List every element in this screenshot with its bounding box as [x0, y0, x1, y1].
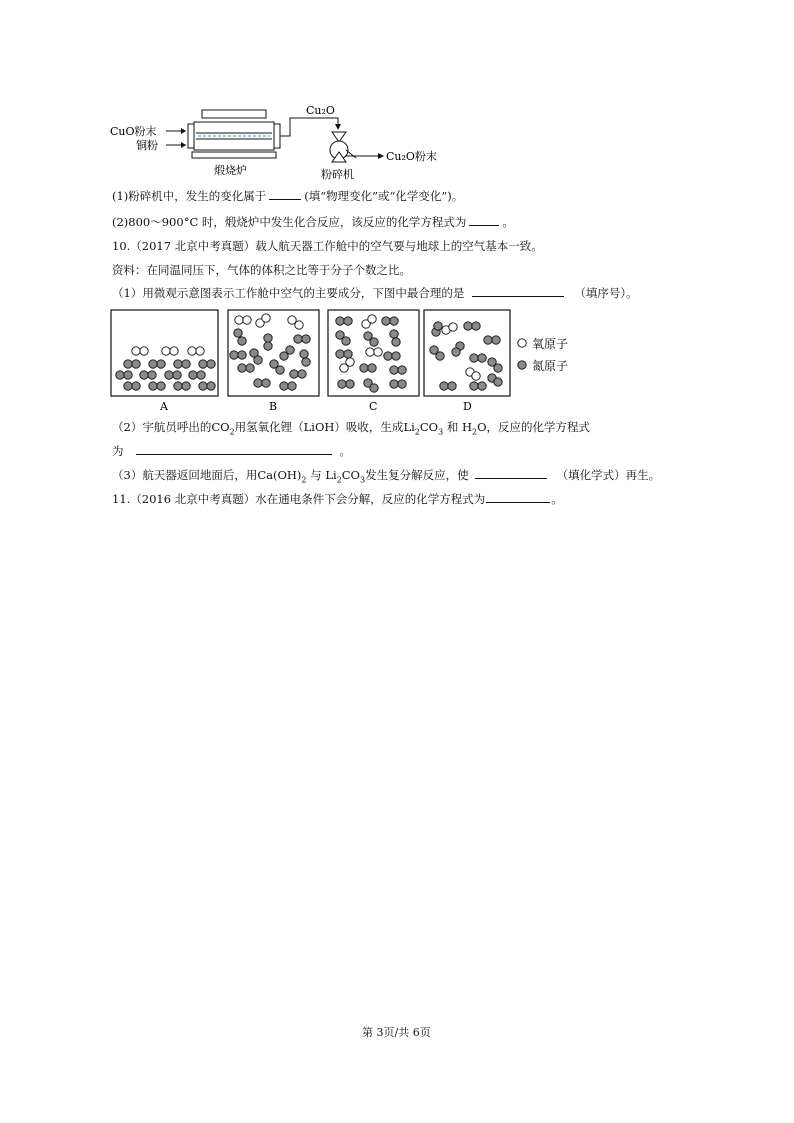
input-cuo-label: CuO粉末: [110, 125, 157, 138]
q10-2-text-c: O，反应的化学方程式: [477, 420, 591, 434]
q10-1-prefix: （1）用微观示意图表示工作舱中空气的主要成分，下图中最合理的是: [112, 286, 465, 300]
page-footer: 第 3页/共 6页: [362, 1026, 431, 1039]
h-formula: H: [462, 420, 473, 434]
q10-1-suffix: （填序号）。: [574, 286, 638, 300]
q10-2-line2-prefix: 为: [112, 444, 124, 458]
co3-formula: CO: [419, 420, 439, 434]
q10-3-text-a: （3）航天器返回地面后，用: [112, 468, 258, 482]
li-formula-2: Li: [325, 468, 337, 482]
crusher-icon: [330, 132, 356, 162]
crusher-label: 粉碎机: [321, 168, 354, 181]
q10-info: 资料：在同温同压下，气体的体积之比等于分子个数之比。: [112, 263, 411, 277]
molecule-options-figure: [108, 306, 608, 418]
q10-2-and: 和: [446, 420, 459, 434]
q10-3-suffix: （填化学式）再生。: [556, 468, 661, 482]
q10-2-answer-blank[interactable]: [136, 453, 332, 455]
q9-2-prefix: (2)800～900°C 时，煅烧炉中发生化合反应，该反应的化学方程式为: [112, 215, 467, 229]
legend-nitrogen-label: 氮原子: [532, 359, 569, 373]
q10-header: 10.（2017 北京中考真题）载人航天器工作舱中的空气要与地球上的空气基本一致。: [112, 239, 543, 253]
q11-suffix: 。: [551, 492, 563, 506]
q10-2-line2-suffix: 。: [339, 444, 351, 458]
input-cu-label: 铜粉: [136, 139, 158, 152]
legend-oxygen-label: 氧原子: [532, 337, 569, 351]
option-c-label: C: [369, 400, 378, 413]
q9-1-prefix: (1)粉碎机中，发生的变化属于: [112, 189, 267, 203]
q10-3: （3）航天器返回地面后，用$Ca(OH)_2$ 与 $Li_2CO_3$发生复分解反应，使 （填化学式）再生。: [112, 468, 661, 485]
output-label: Cu₂O粉末: [386, 150, 437, 163]
legend-nitrogen-icon: [518, 361, 526, 369]
intermediate-label: Cu₂O: [306, 104, 335, 117]
furnace-icon: [188, 110, 280, 158]
legend-oxygen-icon: [518, 339, 526, 347]
q10-3-answer-blank[interactable]: [475, 477, 547, 479]
option-b-label: B: [269, 400, 278, 413]
q9-1-suffix: (填“物理变化”或“化学变化”)。: [304, 189, 464, 203]
li-formula: Li: [403, 420, 415, 434]
option-d-label: D: [463, 400, 472, 413]
q10-2-line1: （2）宇航员呼出的$CO_2$用氢氧化锂（LiOH）吸收，生成$Li_2CO_3$ 和 $H_2O$，反应的化学方程式: [112, 420, 591, 437]
caoh-formula: Ca(OH): [257, 468, 302, 482]
q10-2-text-a: （2）宇航员呼出的: [112, 420, 212, 434]
q10-3-text-b: 发生复分解反应，使: [365, 468, 469, 482]
q11-answer-blank[interactable]: [486, 501, 550, 503]
q9-2-suffix: 。: [502, 215, 514, 229]
furnace-label: 煅烧炉: [214, 164, 247, 177]
co3-formula-2: CO: [341, 468, 360, 482]
q9-1: [112, 190, 463, 204]
q10-1: [112, 287, 638, 301]
q9-2-answer-blank[interactable]: [469, 224, 499, 226]
q9-1-answer-blank[interactable]: [269, 198, 301, 200]
q10-3-with: 与: [310, 468, 322, 482]
q10-1-answer-blank[interactable]: [472, 295, 564, 297]
q11: [112, 493, 563, 507]
q9-2: [112, 216, 514, 230]
co2-formula: CO: [211, 420, 230, 434]
q11-prefix: 11.（2016 北京中考真题）水在通电条件下会分解，反应的化学方程式为: [112, 492, 486, 506]
q10-2-text-b: 用氢氧化锂（LiOH）吸收，生成: [234, 420, 404, 434]
process-flow-diagram: [108, 98, 468, 182]
option-a-label: A: [160, 400, 168, 413]
q10-2-line2: [112, 445, 351, 459]
